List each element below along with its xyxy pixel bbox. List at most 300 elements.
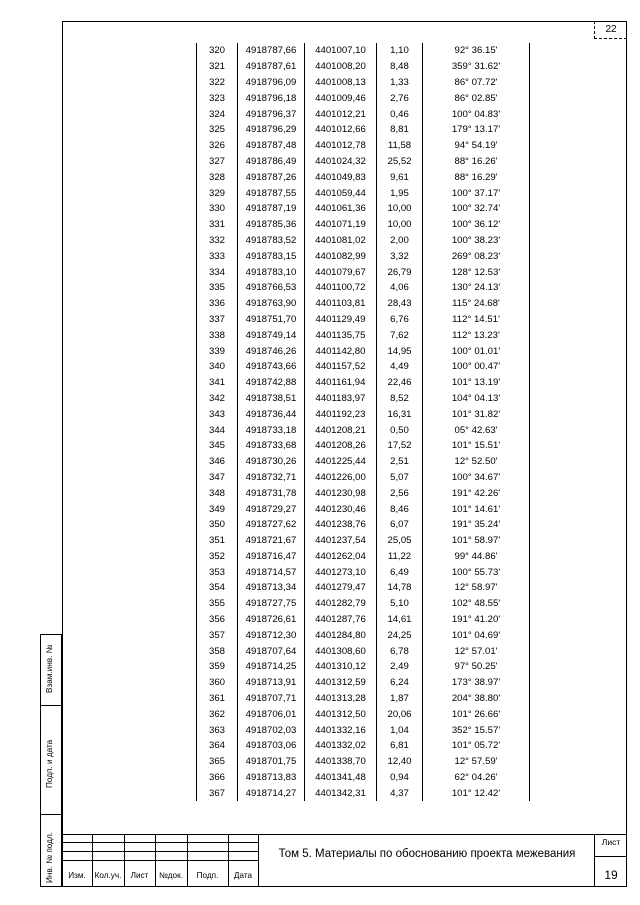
distance-cell: 12,40 [377, 754, 423, 770]
spacer-cell [530, 517, 531, 533]
table-row [197, 675, 531, 691]
y-coordinate-cell: 4401061,36 [305, 201, 377, 217]
bearing-cell: 101° 15.51' [423, 438, 530, 454]
spacer-cell [530, 59, 531, 75]
y-coordinate-cell: 4401012,66 [305, 122, 377, 138]
spacer-cell [530, 549, 531, 565]
y-coordinate-cell: 4401279,47 [305, 580, 377, 596]
spacer-cell [530, 454, 531, 470]
x-coordinate-cell: 4918796,29 [238, 122, 305, 138]
y-coordinate-cell: 4401135,75 [305, 327, 377, 343]
y-coordinate-cell: 4401341,48 [305, 770, 377, 786]
point-number-cell: 327 [197, 154, 238, 170]
table-row [197, 343, 531, 359]
point-number-cell: 344 [197, 422, 238, 438]
bearing-cell: 112° 13.23' [423, 327, 530, 343]
table-row [197, 627, 531, 643]
point-number-cell: 358 [197, 643, 238, 659]
title-block-line [594, 834, 595, 887]
table-row [197, 138, 531, 154]
distance-cell: 8,81 [377, 122, 423, 138]
x-coordinate-cell: 4918733,18 [238, 422, 305, 438]
table-row [197, 517, 531, 533]
x-coordinate-cell: 4918712,30 [238, 627, 305, 643]
point-number-cell: 352 [197, 549, 238, 565]
y-coordinate-cell: 4401230,46 [305, 501, 377, 517]
distance-cell: 4,37 [377, 785, 423, 801]
point-number-cell: 339 [197, 343, 238, 359]
bearing-cell: 104° 04.13' [423, 391, 530, 407]
spacer-cell [530, 485, 531, 501]
y-coordinate-cell: 4401008,13 [305, 75, 377, 91]
x-coordinate-cell: 4918729,27 [238, 501, 305, 517]
x-coordinate-cell: 4918796,09 [238, 75, 305, 91]
x-coordinate-cell: 4918713,91 [238, 675, 305, 691]
spacer-cell [530, 627, 531, 643]
point-number-cell: 340 [197, 359, 238, 375]
table-row [197, 691, 531, 707]
x-coordinate-cell: 4918749,14 [238, 327, 305, 343]
spacer-cell [530, 185, 531, 201]
table-row [197, 391, 531, 407]
table-row [197, 580, 531, 596]
x-coordinate-cell: 4918783,15 [238, 248, 305, 264]
table-row [197, 596, 531, 612]
x-coordinate-cell: 4918787,19 [238, 201, 305, 217]
spacer-cell [530, 770, 531, 786]
point-number-cell: 333 [197, 248, 238, 264]
spacer-cell [530, 122, 531, 138]
spacer-cell [530, 596, 531, 612]
distance-cell: 2,49 [377, 659, 423, 675]
bearing-cell: 62° 04.26' [423, 770, 530, 786]
x-coordinate-cell: 4918714,25 [238, 659, 305, 675]
x-coordinate-cell: 4918703,06 [238, 738, 305, 754]
distance-cell: 6,07 [377, 517, 423, 533]
bearing-cell: 12° 52.50' [423, 454, 530, 470]
side-stamp [40, 634, 62, 887]
bearing-cell: 173° 38.97' [423, 675, 530, 691]
bearing-cell: 101° 04.69' [423, 627, 530, 643]
point-number-cell: 325 [197, 122, 238, 138]
bearing-cell: 101° 14.61' [423, 501, 530, 517]
side-label-inv-orig: Инв. № подл. [45, 832, 54, 883]
bearing-cell: 112° 14.51' [423, 312, 530, 328]
distance-cell: 14,78 [377, 580, 423, 596]
spacer-cell [530, 343, 531, 359]
distance-cell: 0,46 [377, 106, 423, 122]
y-coordinate-cell: 4401310,12 [305, 659, 377, 675]
x-coordinate-cell: 4918787,48 [238, 138, 305, 154]
x-coordinate-cell: 4918783,52 [238, 233, 305, 249]
point-number-cell: 328 [197, 169, 238, 185]
bearing-cell: 88° 16.26' [423, 154, 530, 170]
spacer-cell [530, 75, 531, 91]
point-number-cell: 337 [197, 312, 238, 328]
stamp-col-list: Лист [130, 871, 149, 880]
spacer-cell [530, 264, 531, 280]
table-row [197, 785, 531, 801]
x-coordinate-cell: 4918746,26 [238, 343, 305, 359]
bearing-cell: 191° 41.20' [423, 612, 530, 628]
point-number-cell: 329 [197, 185, 238, 201]
y-coordinate-cell: 4401157,52 [305, 359, 377, 375]
x-coordinate-cell: 4918787,26 [238, 169, 305, 185]
table-row [197, 217, 531, 233]
point-number-cell: 367 [197, 785, 238, 801]
y-coordinate-cell: 4401100,72 [305, 280, 377, 296]
x-coordinate-cell: 4918716,47 [238, 549, 305, 565]
distance-cell: 5,10 [377, 596, 423, 612]
table-row [197, 549, 531, 565]
y-coordinate-cell: 4401082,99 [305, 248, 377, 264]
spacer-cell [530, 612, 531, 628]
x-coordinate-cell: 4918738,51 [238, 391, 305, 407]
stamp-col-podp: Подп. [196, 871, 219, 880]
distance-cell: 17,52 [377, 438, 423, 454]
coordinates-table [196, 43, 531, 801]
title-block [62, 834, 627, 887]
bearing-cell: 100° 00.47' [423, 359, 530, 375]
x-coordinate-cell: 4918727,62 [238, 517, 305, 533]
x-coordinate-cell: 4918796,37 [238, 106, 305, 122]
spacer-cell [530, 169, 531, 185]
point-number-cell: 348 [197, 485, 238, 501]
point-number-cell: 342 [197, 391, 238, 407]
table-row [197, 454, 531, 470]
distance-cell: 6,76 [377, 312, 423, 328]
y-coordinate-cell: 4401129,49 [305, 312, 377, 328]
table-row [197, 706, 531, 722]
spacer-cell [530, 470, 531, 486]
distance-cell: 10,00 [377, 217, 423, 233]
y-coordinate-cell: 4401059,44 [305, 185, 377, 201]
y-coordinate-cell: 4401237,54 [305, 533, 377, 549]
point-number-cell: 355 [197, 596, 238, 612]
point-number-cell: 332 [197, 233, 238, 249]
bearing-cell: 100° 34.67' [423, 470, 530, 486]
y-coordinate-cell: 4401012,78 [305, 138, 377, 154]
distance-cell: 1,33 [377, 75, 423, 91]
point-number-cell: 365 [197, 754, 238, 770]
x-coordinate-cell: 4918785,36 [238, 217, 305, 233]
bearing-cell: 12° 57.01' [423, 643, 530, 659]
spacer-cell [530, 501, 531, 517]
bearing-cell: 130° 24.13' [423, 280, 530, 296]
point-number-cell: 330 [197, 201, 238, 217]
distance-cell: 6,24 [377, 675, 423, 691]
table-row [197, 359, 531, 375]
y-coordinate-cell: 4401338,70 [305, 754, 377, 770]
distance-cell: 14,95 [377, 343, 423, 359]
bearing-cell: 88° 16.29' [423, 169, 530, 185]
spacer-cell [530, 785, 531, 801]
spacer-cell [530, 675, 531, 691]
y-coordinate-cell: 4401230,98 [305, 485, 377, 501]
spacer-cell [530, 706, 531, 722]
y-coordinate-cell: 4401071,19 [305, 217, 377, 233]
bearing-cell: 12° 57.59' [423, 754, 530, 770]
spacer-cell [530, 406, 531, 422]
point-number-cell: 366 [197, 770, 238, 786]
distance-cell: 7,62 [377, 327, 423, 343]
bearing-cell: 191° 35.24' [423, 517, 530, 533]
x-coordinate-cell: 4918787,66 [238, 43, 305, 59]
y-coordinate-cell: 4401007,10 [305, 43, 377, 59]
table-row [197, 722, 531, 738]
sheet-number: 19 [604, 868, 618, 882]
distance-cell: 1,87 [377, 691, 423, 707]
spacer-cell [530, 233, 531, 249]
spacer-cell [530, 722, 531, 738]
bearing-cell: 94° 54.19' [423, 138, 530, 154]
spacer-cell [530, 280, 531, 296]
x-coordinate-cell: 4918726,61 [238, 612, 305, 628]
distance-cell: 0,50 [377, 422, 423, 438]
spacer-cell [530, 580, 531, 596]
bearing-cell: 100° 01.01' [423, 343, 530, 359]
table-row [197, 154, 531, 170]
y-coordinate-cell: 4401342,31 [305, 785, 377, 801]
point-number-cell: 353 [197, 564, 238, 580]
y-coordinate-cell: 4401262,04 [305, 549, 377, 565]
table-row [197, 501, 531, 517]
spacer-cell [530, 154, 531, 170]
y-coordinate-cell: 4401308,60 [305, 643, 377, 659]
point-number-cell: 334 [197, 264, 238, 280]
x-coordinate-cell: 4918751,70 [238, 312, 305, 328]
distance-cell: 1,04 [377, 722, 423, 738]
point-number-cell: 322 [197, 75, 238, 91]
side-label-sign-date: Подп. и дата [45, 739, 54, 788]
point-number-cell: 361 [197, 691, 238, 707]
x-coordinate-cell: 4918714,27 [238, 785, 305, 801]
point-number-cell: 335 [197, 280, 238, 296]
bearing-cell: 101° 13.19' [423, 375, 530, 391]
table-row [197, 422, 531, 438]
x-coordinate-cell: 4918701,75 [238, 754, 305, 770]
distance-cell: 8,52 [377, 391, 423, 407]
spacer-cell [530, 533, 531, 549]
spacer-cell [530, 375, 531, 391]
point-number-cell: 336 [197, 296, 238, 312]
spacer-cell [530, 643, 531, 659]
point-number-cell: 331 [197, 217, 238, 233]
x-coordinate-cell: 4918721,67 [238, 533, 305, 549]
bearing-cell: 100° 38.23' [423, 233, 530, 249]
spacer-cell [530, 327, 531, 343]
table-row [197, 564, 531, 580]
y-coordinate-cell: 4401332,02 [305, 738, 377, 754]
point-number-cell: 360 [197, 675, 238, 691]
distance-cell: 2,51 [377, 454, 423, 470]
x-coordinate-cell: 4918796,18 [238, 90, 305, 106]
x-coordinate-cell: 4918763,90 [238, 296, 305, 312]
title-block-line [62, 834, 627, 835]
table-row [197, 280, 531, 296]
spacer-cell [530, 359, 531, 375]
y-coordinate-cell: 4401312,59 [305, 675, 377, 691]
y-coordinate-cell: 4401008,20 [305, 59, 377, 75]
bearing-cell: 101° 26.66' [423, 706, 530, 722]
distance-cell: 9,61 [377, 169, 423, 185]
table-row [197, 470, 531, 486]
title-block-line [258, 834, 259, 887]
spacer-cell [530, 438, 531, 454]
table-row [197, 296, 531, 312]
bearing-cell: 05° 42.63' [423, 422, 530, 438]
page-corner-number: 22 [594, 21, 627, 39]
table-row [197, 43, 531, 59]
x-coordinate-cell: 4918743,66 [238, 359, 305, 375]
table-row [197, 438, 531, 454]
x-coordinate-cell: 4918714,57 [238, 564, 305, 580]
y-coordinate-cell: 4401024,32 [305, 154, 377, 170]
bearing-cell: 12° 58.97' [423, 580, 530, 596]
x-coordinate-cell: 4918742,88 [238, 375, 305, 391]
spacer-cell [530, 106, 531, 122]
point-number-cell: 346 [197, 454, 238, 470]
point-number-cell: 347 [197, 470, 238, 486]
distance-cell: 28,43 [377, 296, 423, 312]
point-number-cell: 351 [197, 533, 238, 549]
document-title: Том 5. Материалы по обоснованию проекта межевания [278, 848, 576, 860]
y-coordinate-cell: 4401183,97 [305, 391, 377, 407]
y-coordinate-cell: 4401049,83 [305, 169, 377, 185]
bearing-cell: 97° 50.25' [423, 659, 530, 675]
distance-cell: 1,95 [377, 185, 423, 201]
point-number-cell: 320 [197, 43, 238, 59]
distance-cell: 6,81 [377, 738, 423, 754]
bearing-cell: 92° 36.15' [423, 43, 530, 59]
spacer-cell [530, 217, 531, 233]
x-coordinate-cell: 4918707,64 [238, 643, 305, 659]
side-cell-sign-date [40, 705, 62, 815]
bearing-cell: 100° 55.73' [423, 564, 530, 580]
y-coordinate-cell: 4401009,46 [305, 90, 377, 106]
distance-cell: 2,76 [377, 90, 423, 106]
distance-cell: 20,06 [377, 706, 423, 722]
bearing-cell: 102° 48.55' [423, 596, 530, 612]
bearing-cell: 179° 13.17' [423, 122, 530, 138]
spacer-cell [530, 659, 531, 675]
table-row [197, 770, 531, 786]
x-coordinate-cell: 4918731,78 [238, 485, 305, 501]
table-row [197, 327, 531, 343]
distance-cell: 22,46 [377, 375, 423, 391]
bearing-cell: 100° 37.17' [423, 185, 530, 201]
x-coordinate-cell: 4918783,10 [238, 264, 305, 280]
y-coordinate-cell: 4401284,80 [305, 627, 377, 643]
y-coordinate-cell: 4401142,80 [305, 343, 377, 359]
spacer-cell [530, 422, 531, 438]
x-coordinate-cell: 4918733,68 [238, 438, 305, 454]
bearing-cell: 101° 05.72' [423, 738, 530, 754]
point-number-cell: 341 [197, 375, 238, 391]
table-row [197, 185, 531, 201]
bearing-cell: 128° 12.53' [423, 264, 530, 280]
bearing-cell: 115° 24.68' [423, 296, 530, 312]
point-number-cell: 338 [197, 327, 238, 343]
x-coordinate-cell: 4918736,44 [238, 406, 305, 422]
y-coordinate-cell: 4401312,50 [305, 706, 377, 722]
distance-cell: 11,22 [377, 549, 423, 565]
y-coordinate-cell: 4401225,44 [305, 454, 377, 470]
point-number-cell: 349 [197, 501, 238, 517]
point-number-cell: 364 [197, 738, 238, 754]
sheet-label: Лист [601, 837, 621, 847]
point-number-cell: 324 [197, 106, 238, 122]
point-number-cell: 345 [197, 438, 238, 454]
point-number-cell: 343 [197, 406, 238, 422]
bearing-cell: 100° 36.12' [423, 217, 530, 233]
table-row [197, 312, 531, 328]
point-number-cell: 356 [197, 612, 238, 628]
distance-cell: 2,56 [377, 485, 423, 501]
bearing-cell: 86° 02.85' [423, 90, 530, 106]
y-coordinate-cell: 4401313,28 [305, 691, 377, 707]
point-number-cell: 323 [197, 90, 238, 106]
stamp-col-izm: Изм. [68, 871, 86, 880]
spacer-cell [530, 754, 531, 770]
distance-cell: 5,07 [377, 470, 423, 486]
distance-cell: 26,79 [377, 264, 423, 280]
distance-cell: 11,58 [377, 138, 423, 154]
table-row [197, 90, 531, 106]
spacer-cell [530, 248, 531, 264]
point-number-cell: 326 [197, 138, 238, 154]
distance-cell: 25,52 [377, 154, 423, 170]
distance-cell: 0,94 [377, 770, 423, 786]
bearing-cell: 359° 31.62' [423, 59, 530, 75]
table-row [197, 248, 531, 264]
distance-cell: 24,25 [377, 627, 423, 643]
table-row [197, 264, 531, 280]
distance-cell: 1,10 [377, 43, 423, 59]
spacer-cell [530, 201, 531, 217]
point-number-cell: 363 [197, 722, 238, 738]
distance-cell: 4,49 [377, 359, 423, 375]
table-row [197, 233, 531, 249]
bearing-cell: 101° 58.97' [423, 533, 530, 549]
side-cell-inv-replace [40, 634, 62, 706]
table-row [197, 533, 531, 549]
bearing-cell: 204° 38.80' [423, 691, 530, 707]
point-number-cell: 350 [197, 517, 238, 533]
y-coordinate-cell: 4401332,16 [305, 722, 377, 738]
coordinates-table-wrap [196, 43, 531, 801]
table-row [197, 169, 531, 185]
stamp-col-ndok: №док. [159, 871, 183, 880]
distance-cell: 16,31 [377, 406, 423, 422]
y-coordinate-cell: 4401012,21 [305, 106, 377, 122]
spacer-cell [530, 312, 531, 328]
distance-cell: 2,00 [377, 233, 423, 249]
bearing-cell: 99° 44.86' [423, 549, 530, 565]
point-number-cell: 357 [197, 627, 238, 643]
spacer-cell [530, 296, 531, 312]
table-row [197, 485, 531, 501]
side-label-inv-replace: Взам.инв. № [45, 644, 54, 693]
bearing-cell: 191° 42.26' [423, 485, 530, 501]
bearing-cell: 269° 08.23' [423, 248, 530, 264]
distance-cell: 4,06 [377, 280, 423, 296]
y-coordinate-cell: 4401208,26 [305, 438, 377, 454]
spacer-cell [530, 391, 531, 407]
distance-cell: 14,61 [377, 612, 423, 628]
table-row [197, 106, 531, 122]
distance-cell: 6,49 [377, 564, 423, 580]
